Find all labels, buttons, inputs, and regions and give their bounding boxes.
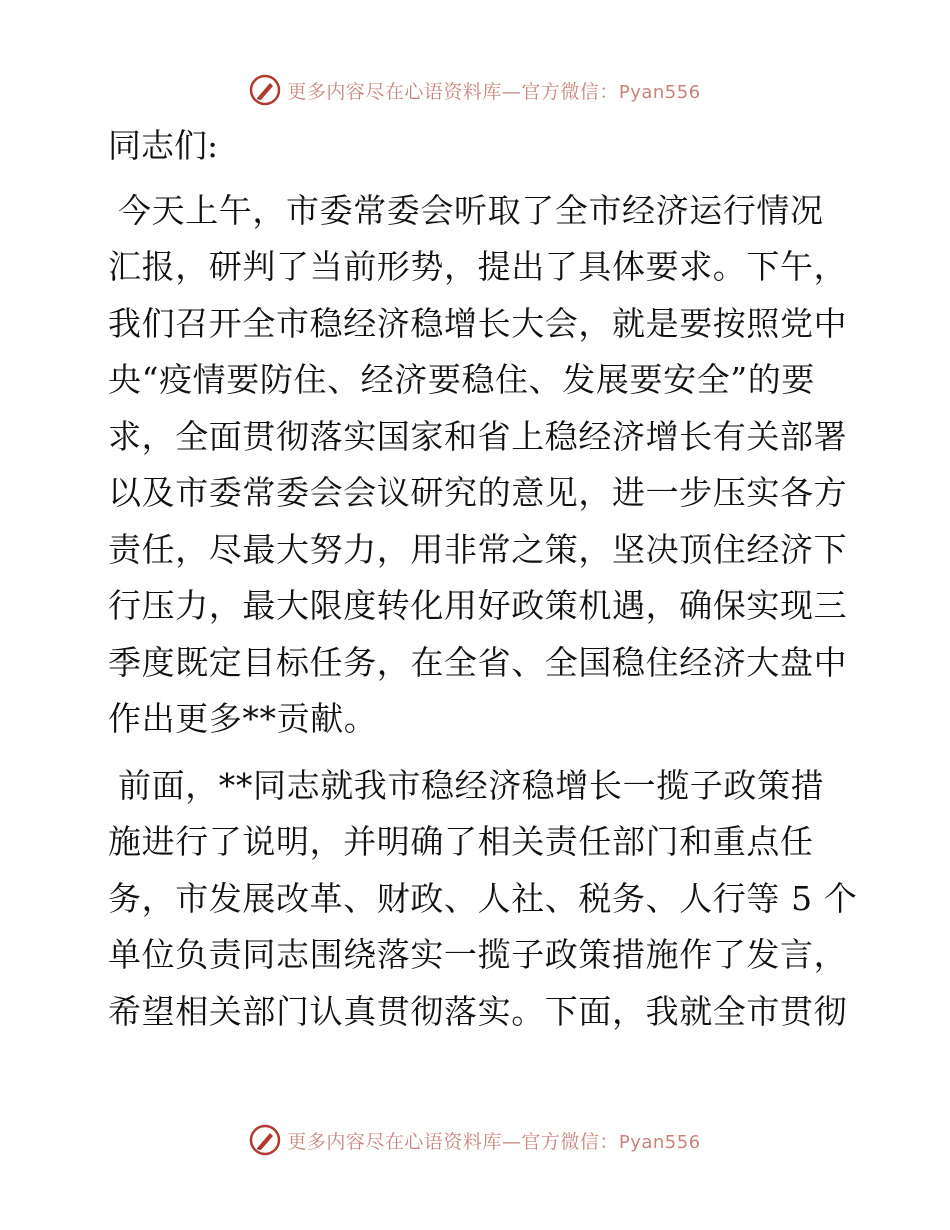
text-line: 我们召开全市稳经济稳增长大会，就是要按照党中 — [108, 303, 848, 343]
paragraph-2 — [98, 758, 858, 1041]
text-line: 责任，尽最大努力，用非常之策，坚决顶住经济下 — [108, 529, 848, 569]
text-line: 汇报，研判了当前形势，提出了具体要求。下午， — [108, 247, 848, 286]
greeting: 同志们: — [108, 126, 219, 165]
text-line: 行压力，最大限度转化用好政策机遇，确保实现三 — [108, 586, 848, 625]
text-line: 单位负责同志围绕落实一揽子政策措施作了发言， — [108, 935, 848, 974]
text-line: 作出更多**贡献。 — [108, 699, 378, 738]
watermark-text: 更多内容尽在心语资料库—官方微信：Pyan556 — [287, 1130, 701, 1153]
text-line: 季度既定目标任务，在全省、全国稳住经济大盘中 — [108, 642, 848, 682]
text-line: 前面，**同志就我市稳经济稳增长一揽子政策措 — [118, 765, 825, 805]
text-line: 央“疫情要防住、经济要稳住、发展要安全”的要 — [108, 360, 815, 399]
text-line: 以及市委常委会会议研究的意见，进一步压实各方 — [108, 473, 848, 512]
watermark-banner-bottom — [0, 1120, 950, 1160]
pen-logo-icon — [249, 1124, 281, 1156]
watermark-banner-top — [0, 70, 950, 110]
pen-logo-icon — [249, 74, 281, 106]
paragraph-1 — [98, 183, 858, 748]
document-body — [98, 118, 858, 1050]
text-line: 务，市发展改革、财政、人社、税务、人行等 5 个 — [108, 878, 858, 918]
text-line: 今天上午，市委常委会听取了全市经济运行情况 — [118, 190, 824, 230]
text-line: 求，全面贯彻落实国家和省上稳经济增长有关部署 — [108, 416, 848, 456]
text-line: 施进行了说明，并明确了相关责任部门和重点任 — [108, 822, 814, 861]
text-line: 希望相关部门认真贯彻落实。下面，我就全市贯彻 — [108, 991, 848, 1031]
watermark-text: 更多内容尽在心语资料库—官方微信：Pyan556 — [287, 80, 701, 103]
